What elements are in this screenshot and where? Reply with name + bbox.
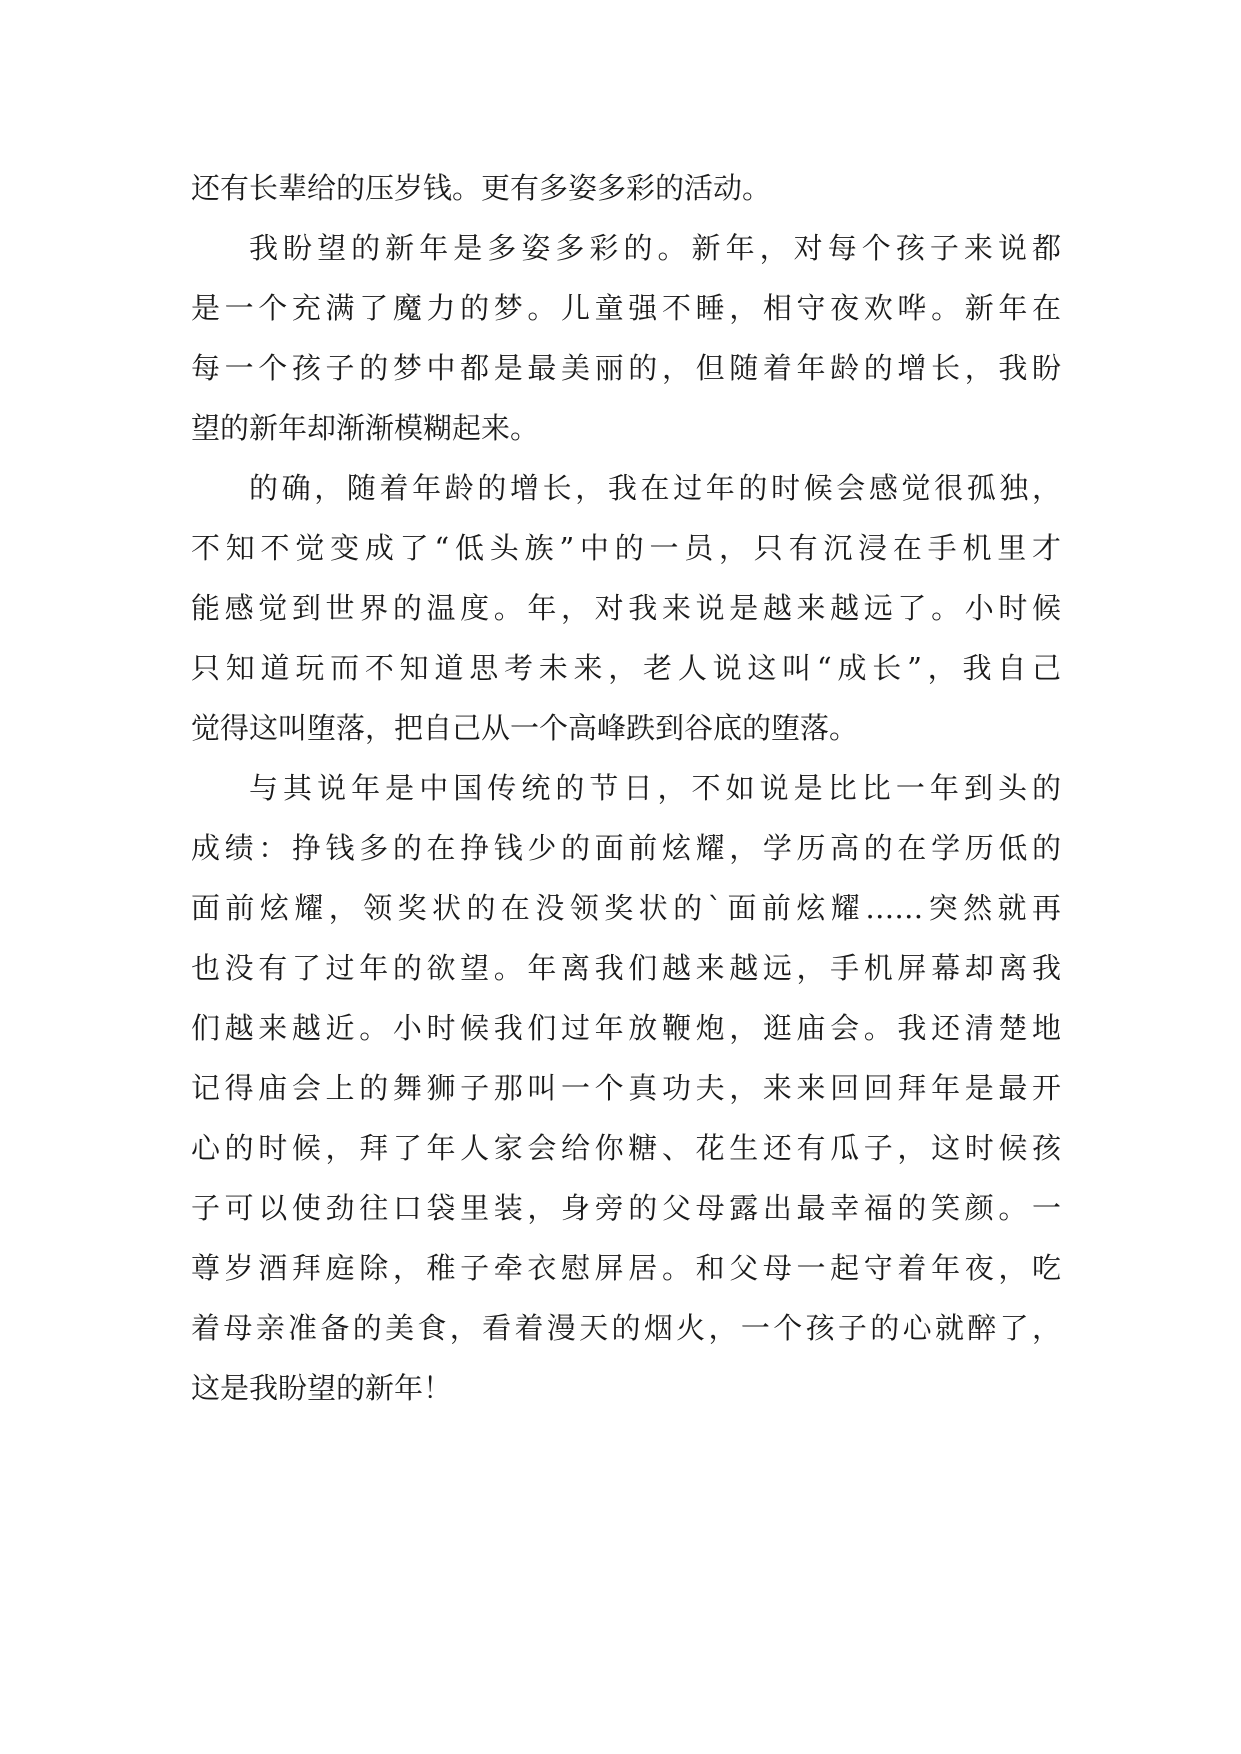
text-line: 望的新年却渐渐模糊起来。 <box>191 411 540 445</box>
text-line: 着母亲准备的美食，看着漫天的烟火，一个孩子的心就醉了， <box>191 1311 1061 1345</box>
text-line: 心的时候，拜了年人家会给你糖、花生还有瓜子，这时候孩 <box>191 1131 1061 1165</box>
text-line: 子可以使劲往口袋里装，身旁的父母露出最幸福的笑颜。一 <box>191 1191 1061 1225</box>
text-line: 也没有了过年的欲望。年离我们越来越远，手机屏幕却离我 <box>191 951 1061 985</box>
text-line: 觉得这叫堕落，把自己从一个高峰跌到谷底的堕落。 <box>191 711 859 745</box>
text-line: 尊岁酒拜庭除，稚子牵衣慰屏居。和父母一起守着年夜，吃 <box>191 1251 1061 1285</box>
text-line: 不知不觉变成了“低头族”中的一员，只有沉浸在手机里才 <box>191 531 1061 565</box>
paragraph-first-line: 的确，随着年龄的增长，我在过年的时候会感觉很孤独， <box>249 471 1061 505</box>
text-line: 面前炫耀，领奖状的在没领奖状的`面前炫耀……突然就再 <box>191 891 1061 925</box>
text-line: 记得庙会上的舞狮子那叫一个真功夫，来来回回拜年是最开 <box>191 1071 1061 1105</box>
text-line: 只知道玩而不知道思考未来，老人说这叫“成长”，我自己 <box>191 651 1061 685</box>
text-line: 是一个充满了魔力的梦。儿童强不睡，相守夜欢哗。新年在 <box>191 291 1061 325</box>
text-line: 这是我盼望的新年！ <box>191 1371 453 1405</box>
paragraph-first-line: 与其说年是中国传统的节日，不如说是比比一年到头的 <box>249 771 1061 805</box>
text-line: 们越来越近。小时候我们过年放鞭炮，逛庙会。我还清楚地 <box>191 1011 1061 1045</box>
paragraph-first-line: 我盼望的新年是多姿多彩的。新年，对每个孩子来说都 <box>249 231 1061 265</box>
text-line: 还有长辈给的压岁钱。更有多姿多彩的活动。 <box>191 171 772 205</box>
text-line: 每一个孩子的梦中都是最美丽的，但随着年龄的增长，我盼 <box>191 351 1061 385</box>
text-line: 能感觉到世界的温度。年，对我来说是越来越远了。小时候 <box>191 591 1061 625</box>
text-line: 成绩：挣钱多的在挣钱少的面前炫耀，学历高的在学历低的 <box>191 831 1061 865</box>
essay-body <box>191 158 1061 1418</box>
